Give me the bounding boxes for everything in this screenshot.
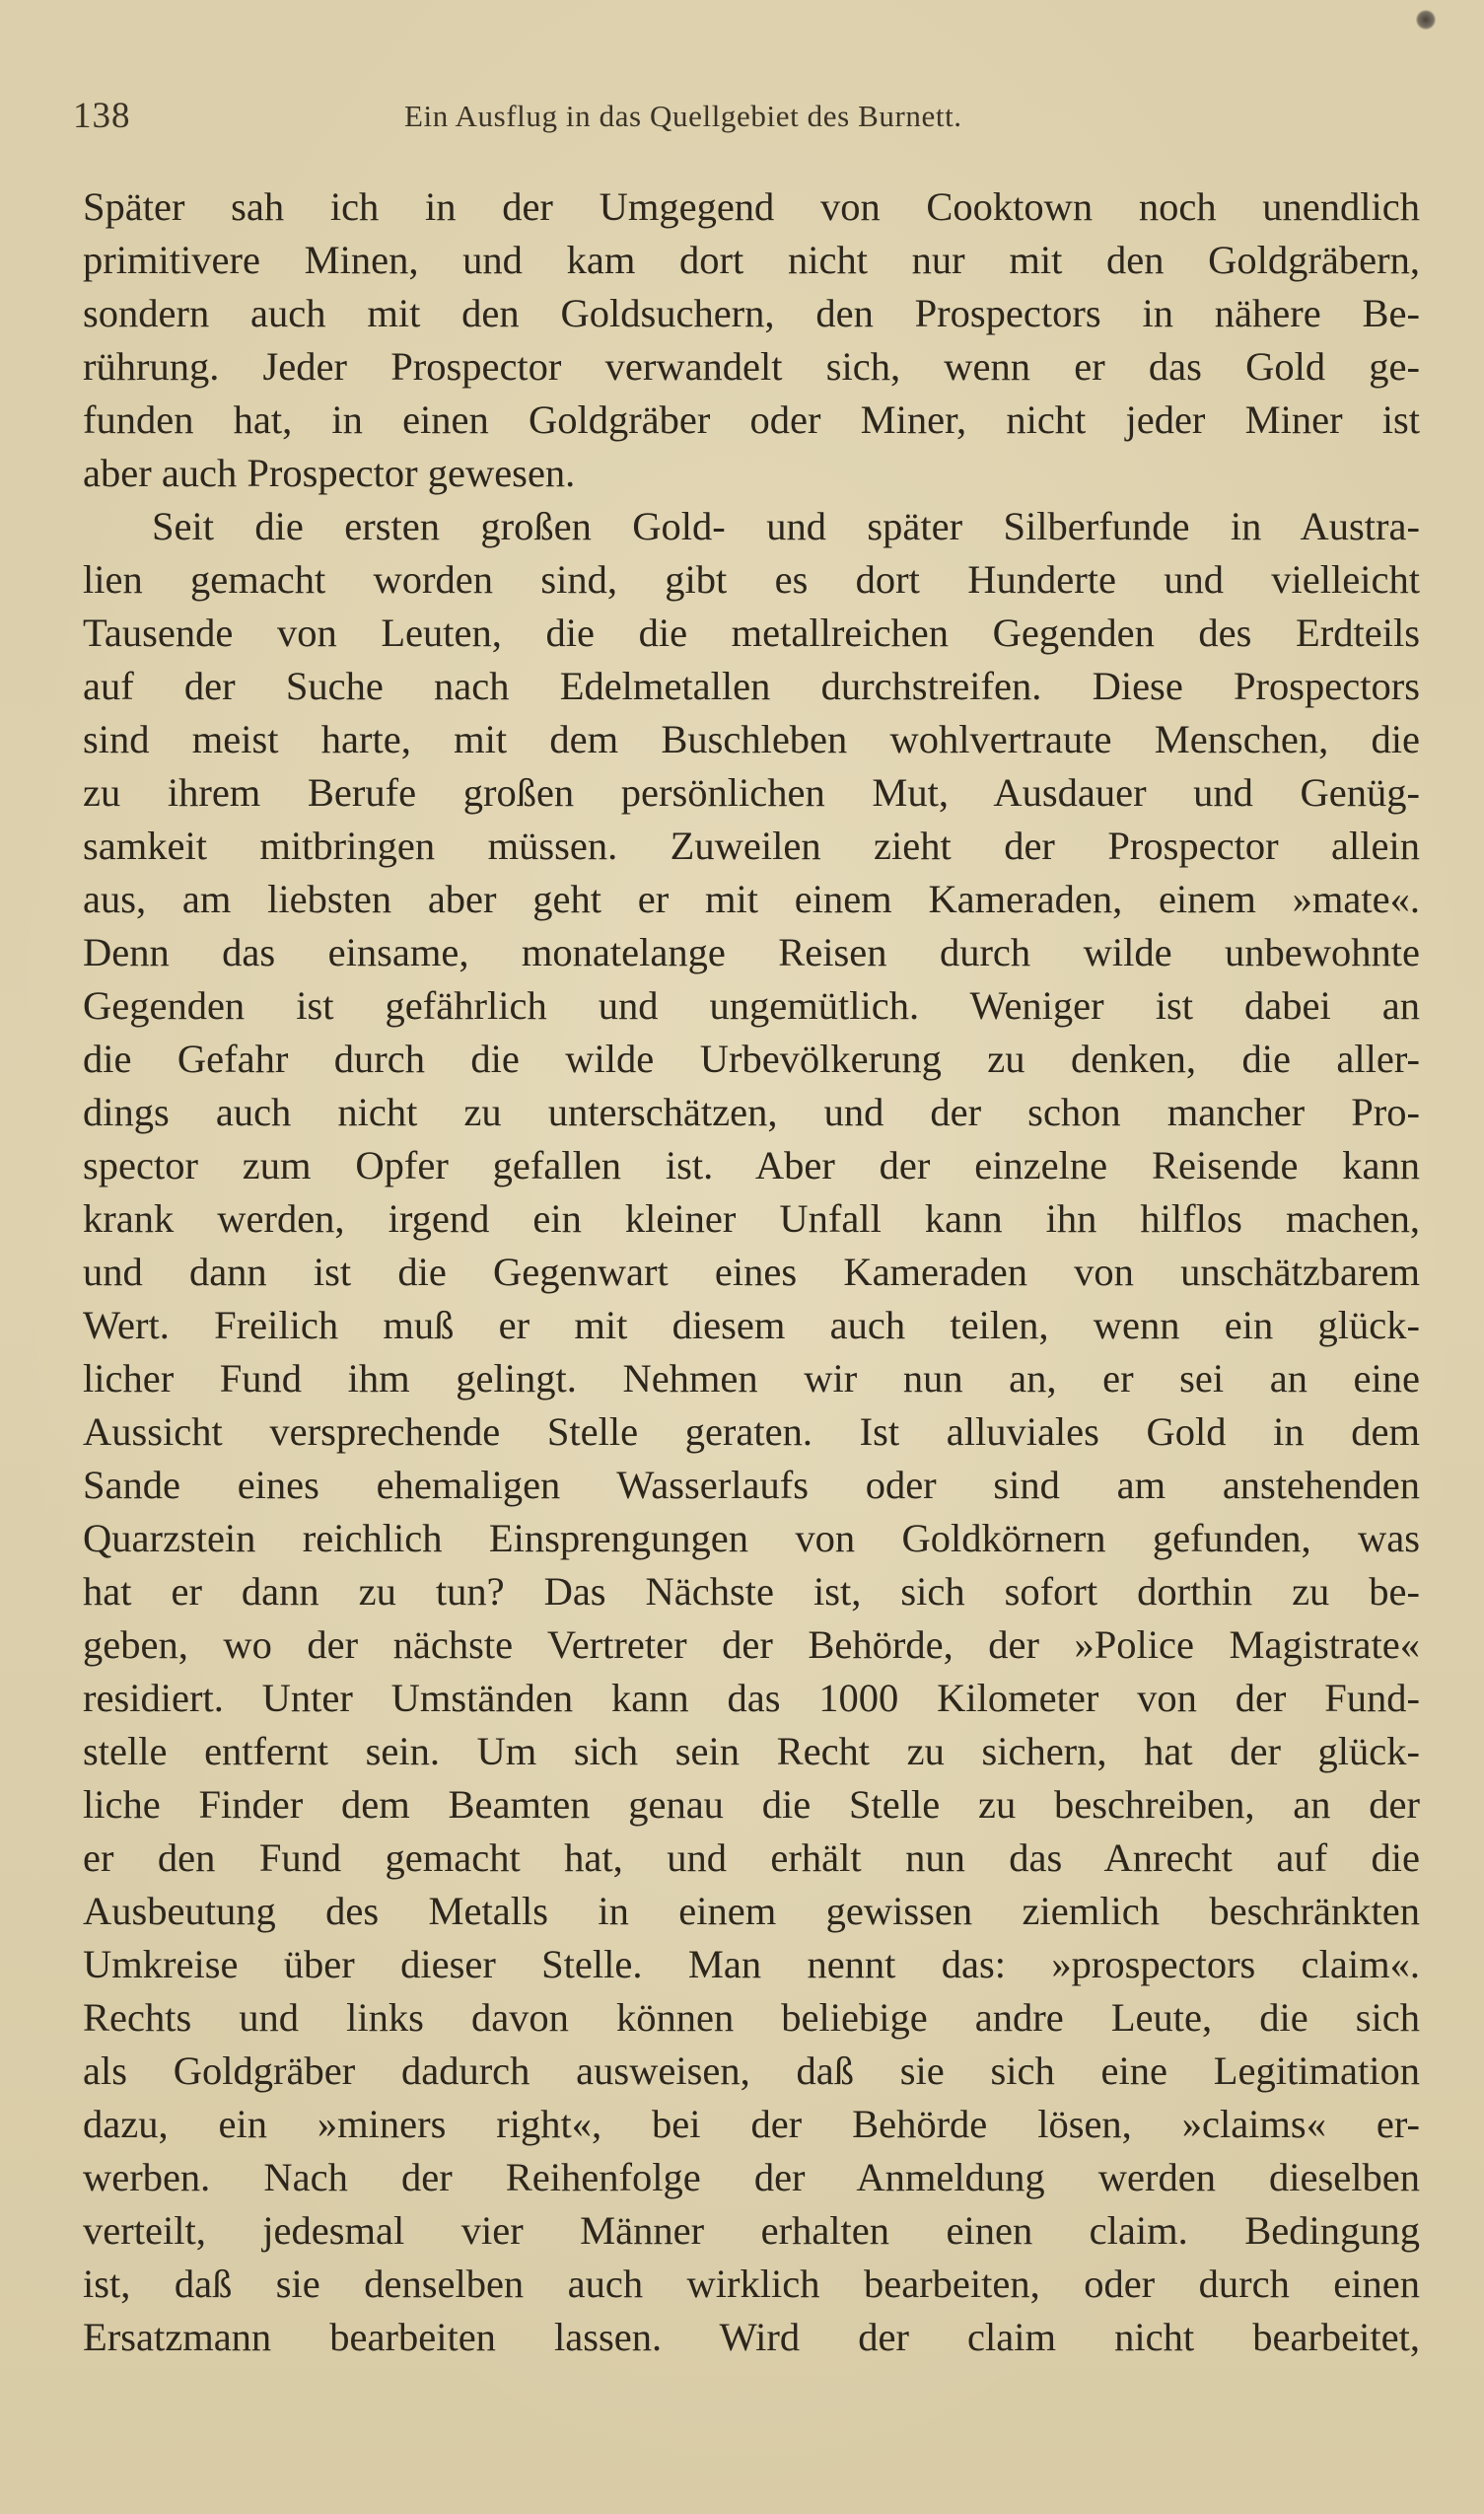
text-line: Ausbeutung des Metalls in einem gewissen ziemlich beschränkten	[83, 1889, 1420, 1933]
text-line: Ersatzmann bearbeiten lassen. Wird der claim nicht bearbeitet,	[83, 2315, 1420, 2359]
ink-spot	[1416, 10, 1436, 30]
text-line: residiert. Unter Umständen kann das 1000 Kilometer von der Fund-	[83, 1676, 1420, 1720]
text-line: sind meist harte, mit dem Buschleben wohlvertraute Menschen, die	[83, 717, 1420, 761]
text-line: und dann ist die Gegenwart eines Kameraden von unschätzbarem	[83, 1250, 1420, 1294]
text-line: werben. Nach der Reihenfolge der Anmeldung werden dieselben	[83, 2155, 1420, 2199]
text-line: zu ihrem Berufe großen persönlichen Mut, Ausdauer und Genüg-	[83, 770, 1420, 815]
text-line: licher Fund ihm gelingt. Nehmen wir nun an, er sei an eine	[83, 1356, 1420, 1401]
text-line: Umkreise über dieser Stelle. Man nennt das: »prospectors claim«.	[83, 1942, 1420, 1986]
text-line: Tausende von Leuten, die die metallreichen Gegenden des Erdteils	[83, 611, 1420, 655]
text-line: krank werden, irgend ein kleiner Unfall kann ihn hilflos machen,	[83, 1196, 1420, 1241]
text-line: Sande eines ehemaligen Wasserlaufs oder sind am anstehenden	[83, 1463, 1420, 1507]
text-line: sondern auch mit den Goldsuchern, den Prospectors in nähere Be-	[83, 291, 1420, 335]
running-head	[73, 95, 1408, 146]
text-line: stelle entfernt sein. Um sich sein Recht zu sichern, hat der glück-	[83, 1729, 1420, 1773]
text-line: verteilt, jedesmal vier Männer erhalten einen claim. Bedingung	[83, 2208, 1420, 2253]
text-line: Quarzstein reichlich Einsprengungen von Goldkörnern gefunden, was	[83, 1516, 1420, 1560]
text-line: spector zum Opfer gefallen ist. Aber der einzelne Reisende kann	[83, 1143, 1420, 1187]
text-line: lien gemacht worden sind, gibt es dort Hunderte und vielleicht	[83, 557, 1420, 602]
running-title: Ein Ausflug in das Quellgebiet des Burnett.	[404, 99, 962, 133]
text-line: Gegenden ist gefährlich und ungemütlich. Weniger ist dabei an	[83, 983, 1420, 1028]
text-line: aber auch Prospector gewesen.	[83, 451, 576, 495]
text-line: liche Finder dem Beamten genau die Stelle zu beschreiben, an der	[83, 1782, 1420, 1827]
text-line: Denn das einsame, monatelange Reisen durch wilde unbewohnte	[83, 930, 1420, 974]
text-line: ist, daß sie denselben auch wirklich bearbeiten, oder durch einen	[83, 2262, 1420, 2306]
text-line: funden hat, in einen Goldgräber oder Miner, nicht jeder Miner ist	[83, 397, 1420, 442]
text-line: dings auch nicht zu unterschätzen, und der schon mancher Pro-	[83, 1090, 1420, 1134]
text-line: Später sah ich in der Umgegend von Cooktown noch unendlich	[83, 184, 1420, 229]
text-line: auf der Suche nach Edelmetallen durchstreifen. Diese Prospectors	[83, 664, 1420, 708]
text-line: rührung. Jeder Prospector verwandelt sich, wenn er das Gold ge-	[83, 344, 1420, 389]
body-text	[83, 180, 1420, 2364]
text-line: dazu, ein »miners right«, bei der Behörde lösen, »claims« er-	[83, 2102, 1420, 2146]
text-line: Wert. Freilich muß er mit diesem auch teilen, wenn ein glück-	[83, 1303, 1420, 1347]
text-line: die Gefahr durch die wilde Urbevölkerung zu denken, die aller-	[83, 1037, 1420, 1081]
text-line: Seit die ersten großen Gold- und später Silberfunde in Austra-	[152, 504, 1420, 548]
text-line: primitivere Minen, und kam dort nicht nur mit den Goldgräbern,	[83, 238, 1420, 282]
text-line: samkeit mitbringen müssen. Zuweilen zieht der Prospector allein	[83, 824, 1420, 868]
text-line: als Goldgräber dadurch ausweisen, daß sie sich eine Legitimation	[83, 2048, 1420, 2093]
text-line: Aussicht versprechende Stelle geraten. Ist alluviales Gold in dem	[83, 1409, 1420, 1454]
text-line: geben, wo der nächste Vertreter der Behörde, der »Police Magistrate«	[83, 1622, 1420, 1667]
page-number: 138	[73, 96, 131, 136]
text-line: er den Fund gemacht hat, und erhält nun das Anrecht auf die	[83, 1835, 1420, 1880]
text-line: aus, am liebsten aber geht er mit einem Kameraden, einem »mate«.	[83, 877, 1420, 921]
text-line: Rechts und links davon können beliebige andre Leute, die sich	[83, 1995, 1420, 2040]
text-line: hat er dann zu tun? Das Nächste ist, sich sofort dorthin zu be-	[83, 1569, 1420, 1614]
